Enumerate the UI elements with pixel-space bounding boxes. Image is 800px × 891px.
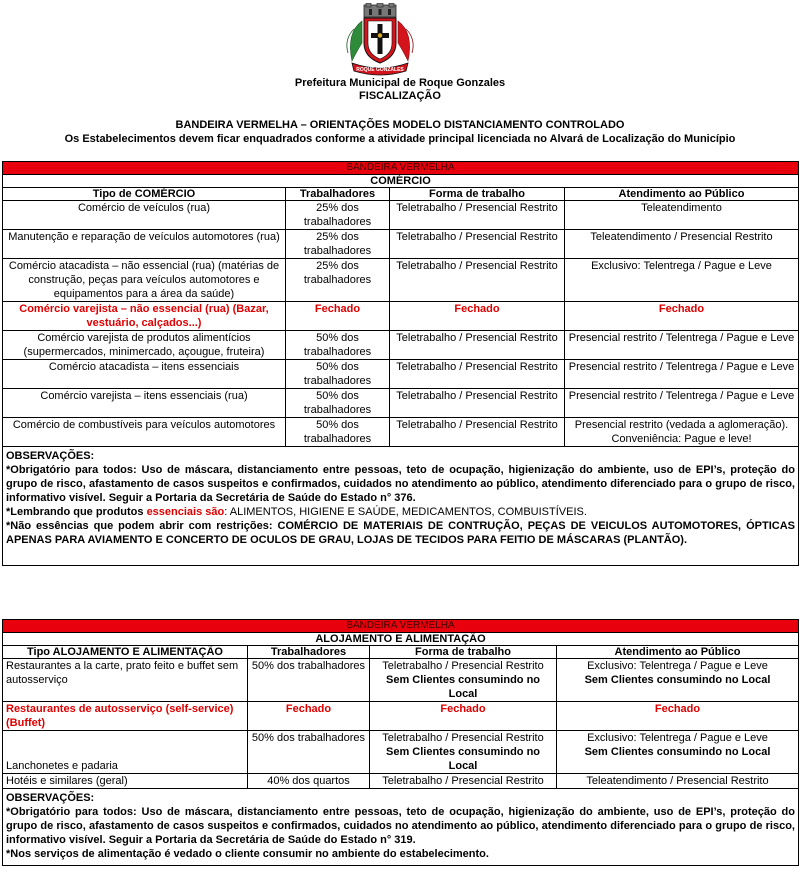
cell-trabalhadores: Fechado bbox=[248, 702, 370, 731]
obs-title: OBSERVAÇÕES: bbox=[6, 792, 95, 804]
column-header: Trabalhadores bbox=[248, 646, 370, 659]
bandeira-vermelha-band: BANDEIRA VERMELHA bbox=[3, 162, 799, 175]
table-row bbox=[3, 360, 799, 389]
cell-tipo: Restaurantes a la carte, prato feito e buffet sem autosserviço bbox=[3, 659, 248, 702]
table-row bbox=[3, 659, 799, 702]
column-header: Atendimento ao Público bbox=[557, 646, 799, 659]
cell-atendimento: Fechado bbox=[565, 302, 799, 331]
highlight-text: essenciais são bbox=[146, 506, 225, 518]
cell-tipo: Comércio atacadista – não essencial (rua) (matérias de construção, peças para veículos automotores e equipamentos para a área da saúde) bbox=[3, 259, 286, 302]
cell-atendimento: Presencial restrito / Telentrega / Pague e Leve bbox=[565, 389, 799, 418]
cell-forma: Teletrabalho / Presencial Restrito bbox=[390, 360, 565, 389]
cell-trabalhadores: 50% dos trabalhadores bbox=[286, 389, 390, 418]
section-title: COMÉRCIO bbox=[3, 175, 799, 188]
table-row bbox=[3, 331, 799, 360]
column-header: Atendimento ao Público bbox=[565, 188, 799, 201]
obs-text: *Não essências que podem abrir com restrições: COMÉRCIO DE MATERIAIS DE CONTRUÇÃO, PEÇAS DE VEICULOS AUTOMOTORES, ÓPTICAS APENAS PARA AVIAMENTO E CONCERTO DE OCULOS DE GRAU, LOJAS DE TECIDOS PARA FEITIO DE MÁSCARAS (PLANTÃO). bbox=[6, 520, 795, 546]
cell-atendimento: Teleatendimento bbox=[565, 201, 799, 230]
obs-text: *Obrigatório para todos: Uso de máscara, distanciamento entre pessoas, teto de ocupação, higienização do ambiente, uso de EPI’s, proteção do grupo de risco, afastamento de casos suspeitos e confirmados, cuidados no atendimento ao público, atendimento diferenciado para o grupo de risco, informativo visível. Seguir a Portaria da Secretária de Saúde do Estado n° 319. bbox=[6, 806, 795, 846]
cell-atendimento: Exclusivo: Telentrega / Pague e Leve Sem Clientes consumindo no Local bbox=[557, 659, 799, 702]
cell-atendimento: Presencial restrito / Telentrega / Pague e Leve bbox=[565, 360, 799, 389]
cell-forma: Teletrabalho / Presencial Restrito bbox=[390, 259, 565, 302]
table-row bbox=[3, 201, 799, 230]
cell-trabalhadores: 50% dos trabalhadores bbox=[248, 659, 370, 702]
table-row bbox=[3, 774, 799, 789]
column-header: Tipo ALOJAMENTO E ALIMENTAÇÃO bbox=[3, 646, 248, 659]
cell-forma: Teletrabalho / Presencial Restrito bbox=[390, 331, 565, 360]
observations bbox=[3, 789, 799, 866]
comercio-table bbox=[2, 161, 799, 566]
cell-trabalhadores: 40% dos quartos bbox=[248, 774, 370, 789]
cell-forma: Teletrabalho / Presencial Restrito Sem Clientes consumindo no Local bbox=[370, 659, 557, 702]
cell-trabalhadores: 50% dos trabalhadores bbox=[248, 731, 370, 774]
cell-tipo: Hotéis e similares (geral) bbox=[3, 774, 248, 789]
department-name: FISCALIZAÇÃO bbox=[359, 90, 441, 102]
cell-trabalhadores: 50% dos trabalhadores bbox=[286, 418, 390, 447]
table-row bbox=[3, 259, 799, 302]
cell-forma: Teletrabalho / Presencial Restrito bbox=[390, 389, 565, 418]
cell-trabalhadores: 25% dos trabalhadores bbox=[286, 259, 390, 302]
obs-text: *Nos serviços de alimentação é vedado o cliente consumir no ambiente do estabelecimento. bbox=[6, 848, 489, 860]
table-row bbox=[3, 702, 799, 731]
cell-tipo: Comércio de combustíveis para veículos automotores bbox=[3, 418, 286, 447]
cell-trabalhadores: 50% dos trabalhadores bbox=[286, 331, 390, 360]
table-row bbox=[3, 418, 799, 447]
cell-forma: Teletrabalho / Presencial Restrito bbox=[390, 201, 565, 230]
section-title: ALOJAMENTO E ALIMENTAÇÃO bbox=[3, 633, 799, 646]
alojamento-table bbox=[2, 619, 799, 866]
cell-forma: Fechado bbox=[390, 302, 565, 331]
cell-trabalhadores: 25% dos trabalhadores bbox=[286, 201, 390, 230]
cell-forma: Teletrabalho / Presencial Restrito Sem Clientes consumindo no Local bbox=[370, 731, 557, 774]
column-header: Forma de trabalho bbox=[390, 188, 565, 201]
cell-atendimento: Presencial restrito / Telentrega / Pague e Leve bbox=[565, 331, 799, 360]
cell-atendimento: Teleatendimento / Presencial Restrito bbox=[565, 230, 799, 259]
cell-tipo: Comércio varejista – não essencial (rua) (Bazar, vestuário, calçados...) bbox=[3, 302, 286, 331]
cell-tipo: Comércio varejista – itens essenciais (rua) bbox=[3, 389, 286, 418]
cell-atendimento: Exclusivo: Telentrega / Pague e Leve Sem Clientes consumindo no Local bbox=[557, 731, 799, 774]
bandeira-vermelha-band: BANDEIRA VERMELHA bbox=[3, 620, 799, 633]
observations bbox=[3, 447, 799, 566]
cell-trabalhadores: Fechado bbox=[286, 302, 390, 331]
prefeitura-name: Prefeitura Municipal de Roque Gonzales bbox=[294, 77, 506, 89]
column-header: Forma de trabalho bbox=[370, 646, 557, 659]
cell-trabalhadores: 25% dos trabalhadores bbox=[286, 230, 390, 259]
cell-forma: Fechado bbox=[370, 702, 557, 731]
cell-atendimento: Fechado bbox=[557, 702, 799, 731]
column-header: Trabalhadores bbox=[286, 188, 390, 201]
cell-tipo: Comércio de veículos (rua) bbox=[3, 201, 286, 230]
cell-atendimento: Presencial restrito (vedada a aglomeração). Conveniência: Pague e leve! bbox=[565, 418, 799, 447]
table-row bbox=[3, 230, 799, 259]
obs-text: *Obrigatório para todos: Uso de máscara, distanciamento entre pessoas, teto de ocupação, higienização do ambiente, uso de EPI’s, proteção do grupo de risco, afastamento de casos suspeitos e confirmados, cuidados no atendimento ao público, atendimento diferenciado para o grupo de risco, informativo visível. Seguir a Portaria da Secretária de Saúde do Estado n° 376. bbox=[6, 464, 795, 504]
column-header: Tipo de COMÉRCIO bbox=[3, 188, 286, 201]
obs-title: OBSERVAÇÕES: bbox=[6, 450, 95, 462]
document-subtitle: Os Estabelecimentos devem ficar enquadrados conforme a atividade principal licenciada no Alvará de Localização do Município bbox=[64, 133, 736, 145]
cell-tipo: Comércio atacadista – itens essenciais bbox=[3, 360, 286, 389]
cell-atendimento: Exclusivo: Telentrega / Pague e Leve bbox=[565, 259, 799, 302]
coat-of-arms-icon bbox=[340, 3, 420, 77]
cell-tipo: Lanchonetes e padaria bbox=[3, 731, 248, 774]
document-title: BANDEIRA VERMELHA – ORIENTAÇÕES MODELO DISTANCIAMENTO CONTROLADO bbox=[175, 119, 625, 131]
cell-forma: Teletrabalho / Presencial Restrito bbox=[370, 774, 557, 789]
table-row bbox=[3, 302, 799, 331]
cell-tipo: Manutenção e reparação de veículos automotores (rua) bbox=[3, 230, 286, 259]
cell-forma: Teletrabalho / Presencial Restrito bbox=[390, 418, 565, 447]
table-row bbox=[3, 389, 799, 418]
cell-atendimento: Teleatendimento / Presencial Restrito bbox=[557, 774, 799, 789]
obs-text: *Lembrando que produtos essenciais são: ALIMENTOS, HIGIENE E SAÚDE, MEDICAMENTOS, COMBUISTÍVEIS. bbox=[6, 506, 587, 518]
cell-trabalhadores: 50% dos trabalhadores bbox=[286, 360, 390, 389]
cell-tipo: Comércio varejista de produtos alimentícios (supermercados, minimercado, açougue, fruteira) bbox=[3, 331, 286, 360]
cell-forma: Teletrabalho / Presencial Restrito bbox=[390, 230, 565, 259]
table-row bbox=[3, 731, 799, 774]
svg-text:ROQUE GONZALES: ROQUE GONZALES bbox=[356, 67, 404, 73]
cell-tipo: Restaurantes de autosserviço (self-service) (Buffet) bbox=[3, 702, 248, 731]
